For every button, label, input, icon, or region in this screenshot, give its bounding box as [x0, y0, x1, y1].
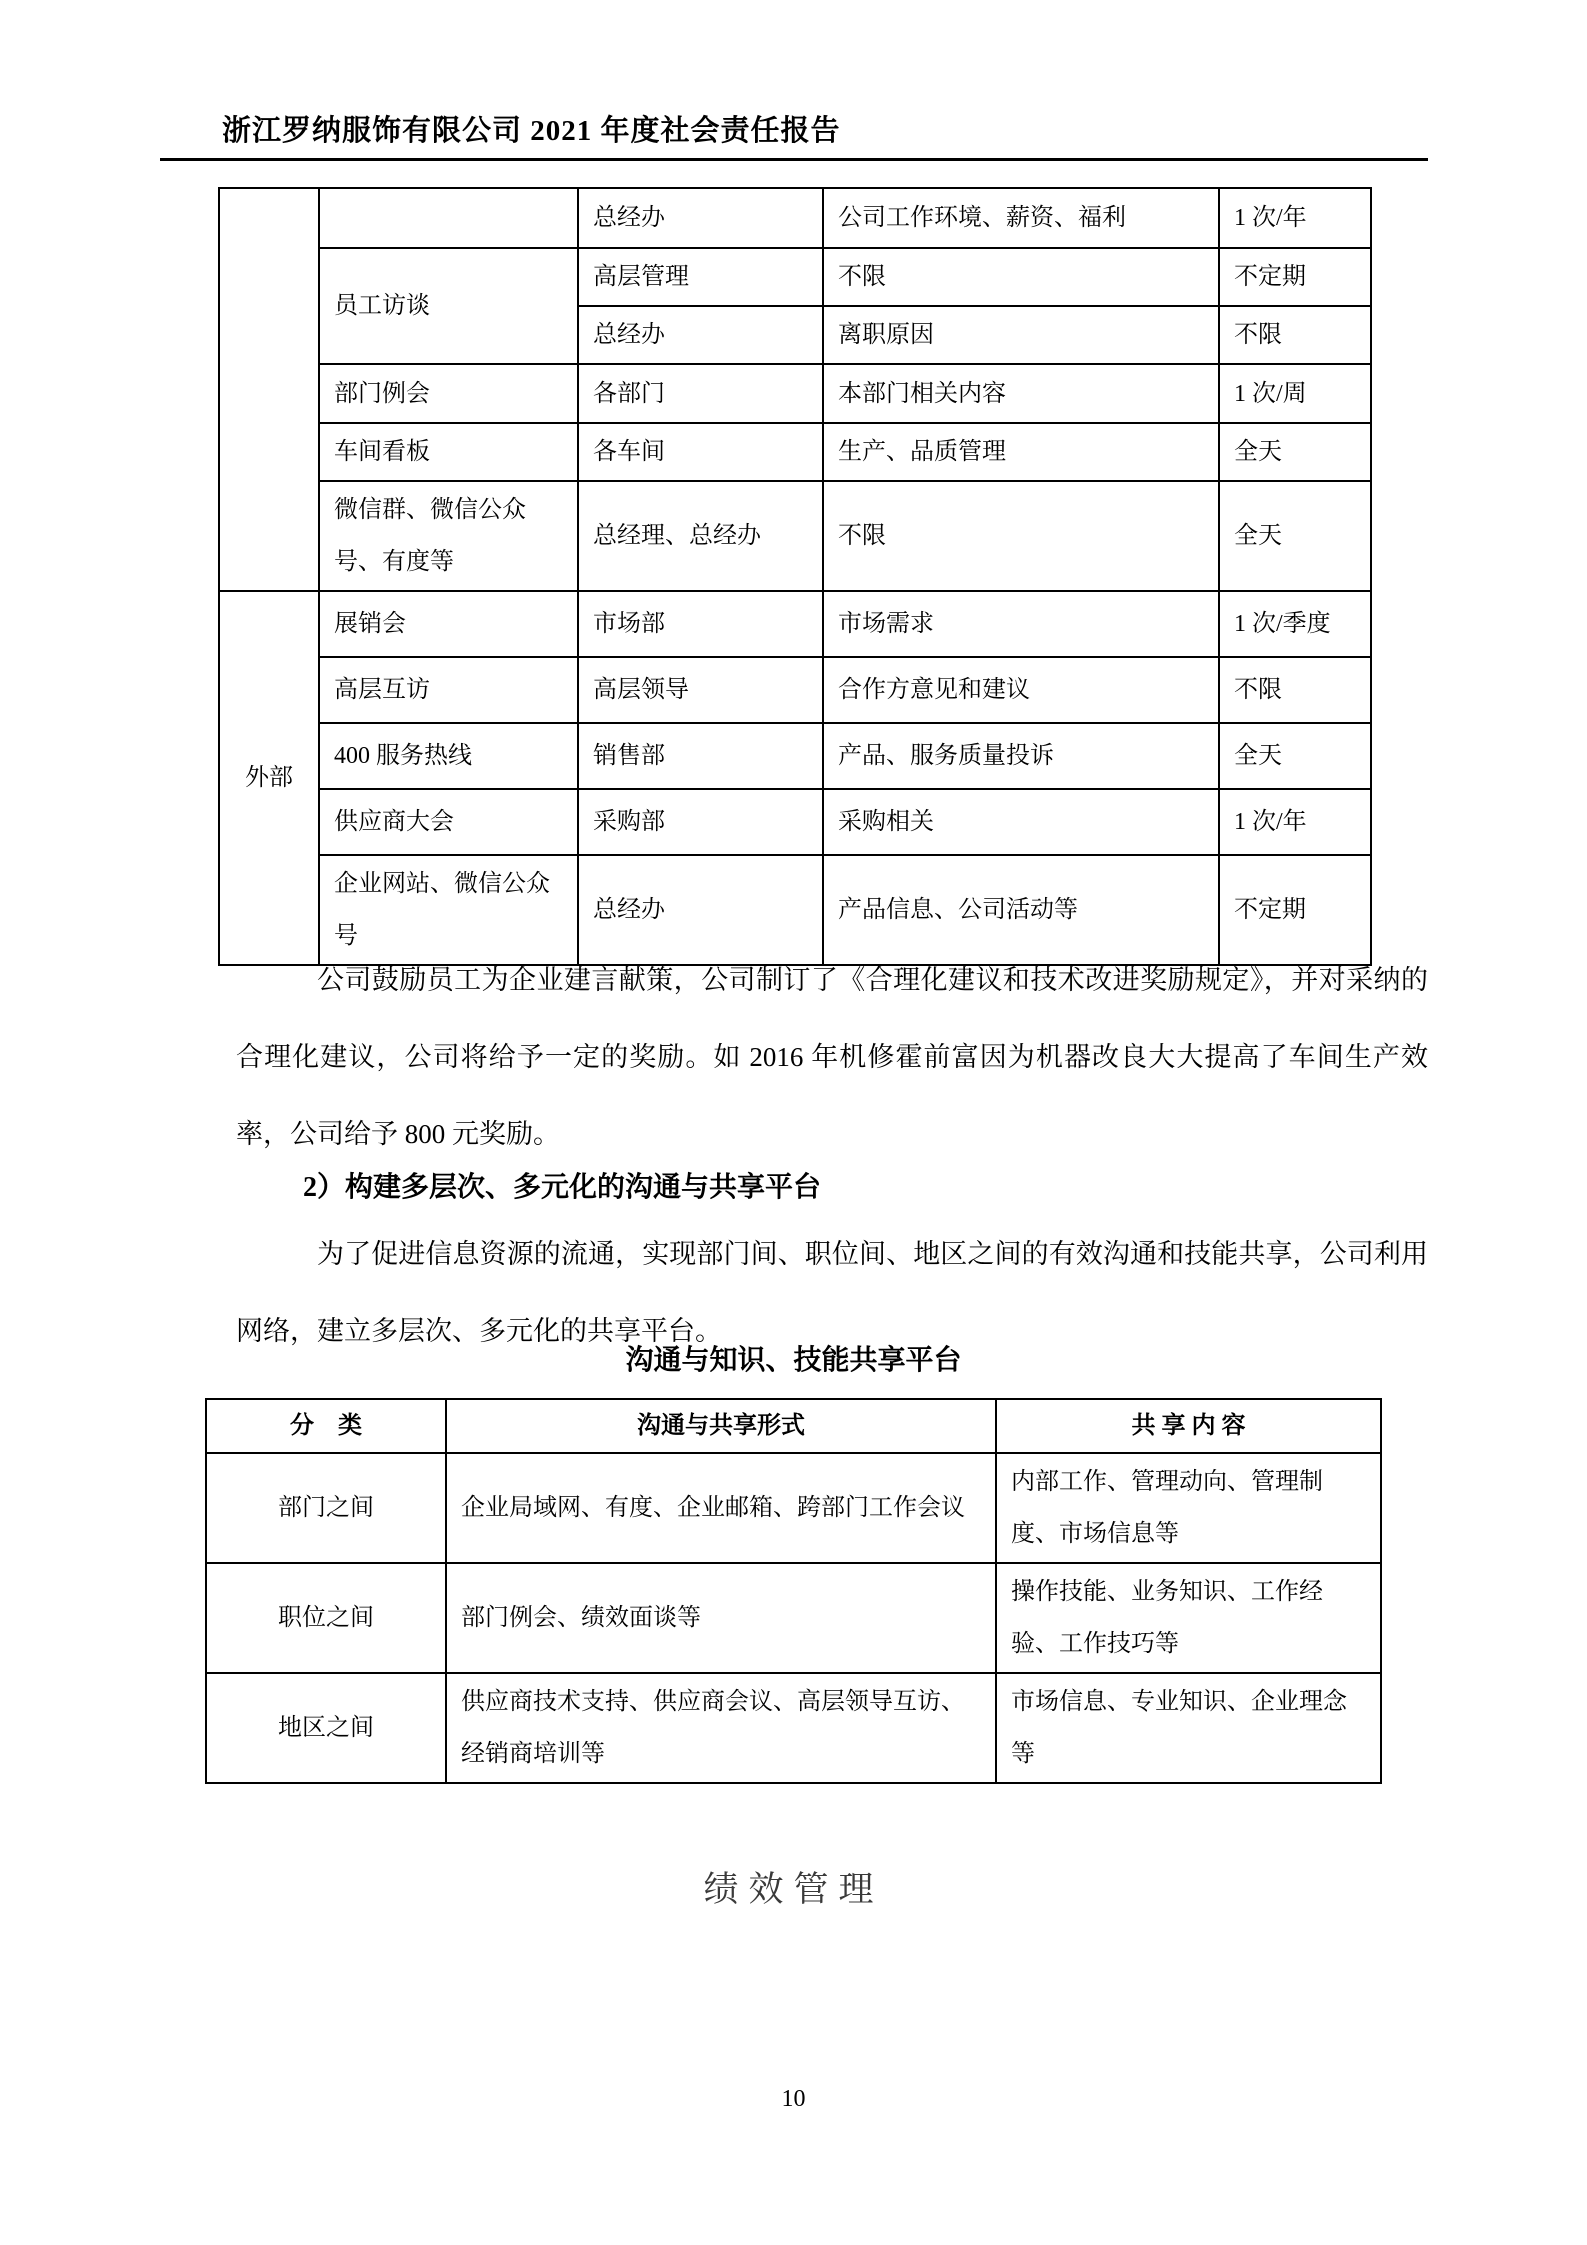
host-cell: 高层管理: [578, 248, 823, 306]
table-row: [206, 1563, 1381, 1673]
table-row: [219, 188, 1371, 248]
host-cell: 总经办: [578, 188, 823, 248]
table-row: [219, 789, 1371, 855]
table-title: 沟通与知识、技能共享平台: [625, 1345, 962, 1376]
content-cell: 产品、服务质量投诉: [823, 723, 1219, 789]
frequency-cell: 不定期: [1219, 855, 1371, 965]
header-content: 共 享 内 容: [996, 1399, 1381, 1453]
table-row: [206, 1673, 1381, 1783]
header-category: 分 类: [206, 1399, 446, 1453]
frequency-cell: 1 次/周: [1219, 364, 1371, 423]
channel-cell: 供应商大会: [319, 789, 578, 855]
frequency-cell: 全天: [1219, 723, 1371, 789]
table-row: [219, 364, 1371, 423]
frequency-cell: 不限: [1219, 306, 1371, 364]
host-cell: 各部门: [578, 364, 823, 423]
content-cell: 合作方意见和建议: [823, 657, 1219, 723]
category-cell: [219, 188, 319, 591]
content-cell: 市场需求: [823, 591, 1219, 657]
form-cell: 供应商技术支持、供应商会议、高层领导互访、经销商培训等: [446, 1673, 996, 1783]
host-cell: 高层领导: [578, 657, 823, 723]
frequency-cell: 全天: [1219, 481, 1371, 591]
frequency-cell: 不限: [1219, 657, 1371, 723]
frequency-cell: 1 次/年: [1219, 789, 1371, 855]
channel-cell: 车间看板: [319, 423, 578, 481]
table-row: [219, 423, 1371, 481]
frequency-cell: 1 次/季度: [1219, 591, 1371, 657]
content-cell: 内部工作、管理动向、管理制度、市场信息等: [996, 1453, 1381, 1563]
category-cell: 部门之间: [206, 1453, 446, 1563]
host-cell: 采购部: [578, 789, 823, 855]
table-row: [219, 248, 1371, 306]
content-cell: 不限: [823, 248, 1219, 306]
host-cell: 总经办: [578, 855, 823, 965]
content-cell: 操作技能、业务知识、工作经验、工作技巧等: [996, 1563, 1381, 1673]
content-cell: 不限: [823, 481, 1219, 591]
communication-channels-table: [218, 187, 1372, 966]
category-cell: 外部: [219, 591, 319, 965]
content-cell: 产品信息、公司活动等: [823, 855, 1219, 965]
table-row: [219, 591, 1371, 657]
next-section-title: 绩效管理: [703, 1870, 884, 1909]
channel-cell: 部门例会: [319, 364, 578, 423]
host-cell: 总经办: [578, 306, 823, 364]
table-row: [219, 481, 1371, 591]
channel-cell: [319, 188, 578, 248]
channel-cell: 企业网站、微信公众号: [319, 855, 578, 965]
content-cell: 公司工作环境、薪资、福利: [823, 188, 1219, 248]
channel-cell: 高层互访: [319, 657, 578, 723]
content-cell: 生产、品质管理: [823, 423, 1219, 481]
host-cell: 各车间: [578, 423, 823, 481]
sharing-platform-table: [205, 1398, 1382, 1784]
frequency-cell: 1 次/年: [1219, 188, 1371, 248]
host-cell: 市场部: [578, 591, 823, 657]
form-cell: 部门例会、绩效面谈等: [446, 1563, 996, 1673]
category-cell: 地区之间: [206, 1673, 446, 1783]
table-row: [206, 1453, 1381, 1563]
table-row: [219, 723, 1371, 789]
channel-cell: 员工访谈: [319, 248, 578, 364]
form-cell: 企业局域网、有度、企业邮箱、跨部门工作会议: [446, 1453, 996, 1563]
host-cell: 销售部: [578, 723, 823, 789]
channel-cell: 微信群、微信公众号、有度等: [319, 481, 578, 591]
paragraph-suggestion-reward: 公司鼓励员工为企业建言献策，公司制订了《合理化建议和技术改进奖励规定》，并对采纳的合理化建议，公司将给予一定的奖励。如 2016 年机修霍前富因为机器改良大大提高了车间生产效率，公司给予 800 元奖励。: [236, 965, 1428, 1149]
host-cell: 总经理、总经办: [578, 481, 823, 591]
page-number: 10: [781, 2086, 806, 2112]
table-header-row: [206, 1399, 1381, 1453]
content-cell: 市场信息、专业知识、企业理念等: [996, 1673, 1381, 1783]
table-row: [219, 657, 1371, 723]
channel-cell: 400 服务热线: [319, 723, 578, 789]
subsection-heading: 2）构建多层次、多元化的沟通与共享平台: [303, 1172, 822, 1203]
channel-cell: 展销会: [319, 591, 578, 657]
paragraph-sharing-platform: 为了促进信息资源的流通，实现部门间、职位间、地区之间的有效沟通和技能共享，公司利用网络，建立多层次、多元化的共享平台。: [236, 1239, 1428, 1346]
page-header-title: 浙江罗纳服饰有限公司 2021 年度社会责任报告: [222, 115, 841, 147]
header-form: 沟通与共享形式: [446, 1399, 996, 1453]
frequency-cell: 不定期: [1219, 248, 1371, 306]
content-cell: 离职原因: [823, 306, 1219, 364]
content-cell: 采购相关: [823, 789, 1219, 855]
header-divider: [160, 158, 1428, 161]
category-cell: 职位之间: [206, 1563, 446, 1673]
frequency-cell: 全天: [1219, 423, 1371, 481]
content-cell: 本部门相关内容: [823, 364, 1219, 423]
